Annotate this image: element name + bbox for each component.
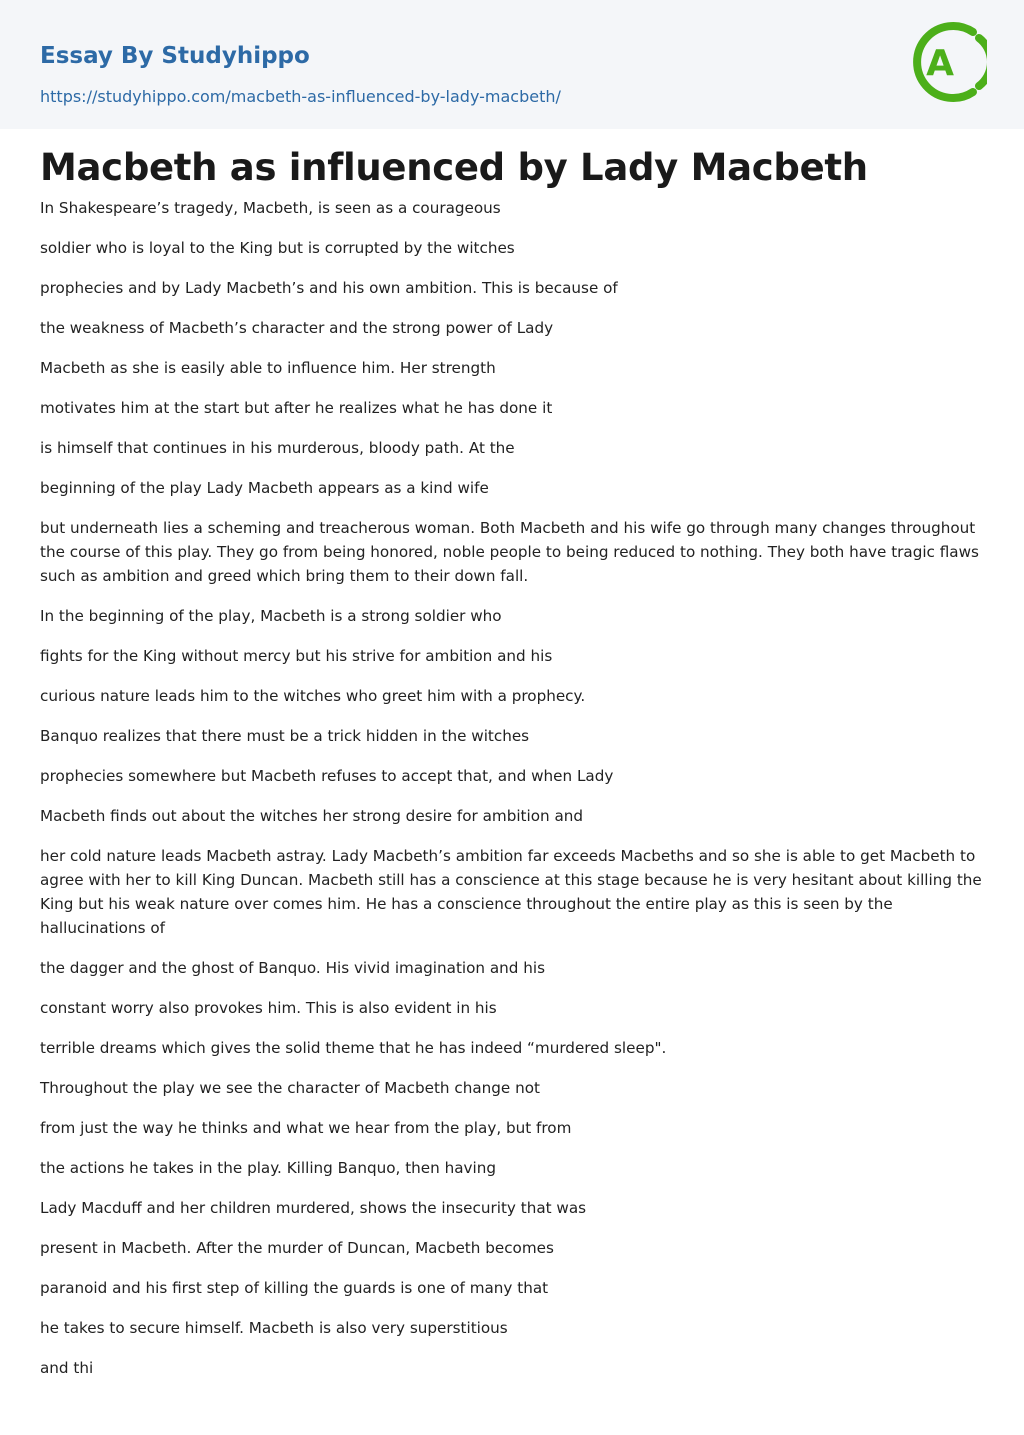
essay-paragraph: is himself that continues in his murderous, bloody path. At the [40,439,515,457]
essay-paragraph: Banquo realizes that there must be a trick hidden in the witches [40,727,530,745]
essay-paragraph: paranoid and his first step of killing the guards is one of many that [40,1279,549,1297]
essay-paragraph: the dagger and the ghost of Banquo. His vivid imagination and his [40,959,546,977]
brand-title[interactable]: Essay By Studyhippo [40,43,310,69]
essay-paragraph: Macbeth as she is easily able to influence him. Her strength [40,359,496,377]
essay-paragraph: In the beginning of the play, Macbeth is a strong soldier who [40,607,502,625]
essay-paragraph: Throughout the play we see the character of Macbeth change not [40,1079,540,1097]
essay-url-link[interactable]: https://studyhippo.com/macbeth-as-influenced-by-lady-macbeth/ [40,87,561,106]
essay-paragraph: motivates him at the start but after he realizes what he has done it [40,399,553,417]
essay-paragraph: constant worry also provokes him. This is also evident in his [40,999,497,1017]
essay-paragraph: In Shakespeare’s tragedy, Macbeth, is seen as a courageous [40,199,501,217]
essay-paragraph: prophecies and by Lady Macbeth’s and his own ambition. This is because of [40,279,618,297]
essay-paragraph: but underneath lies a scheming and treacherous woman. Both Macbeth and his wife go through many changes throughout the course of this play. They go from being honored, noble people to being reduced to nothing. They both have tragic flaws such as ambition and greed which bring them to their down fall. [40,519,979,585]
essay-title: Macbeth as influenced by Lady Macbeth [40,146,868,189]
essay-body [40,196,984,1380]
essay-paragraph: prophecies somewhere but Macbeth refuses to accept that, and when Lady [40,767,614,785]
essay-paragraph: the weakness of Macbeth’s character and the strong power of Lady [40,319,554,337]
essay-paragraph: Macbeth finds out about the witches her strong desire for ambition and [40,807,584,825]
site-header [0,0,1024,129]
essay-paragraph: curious nature leads him to the witches who greet him with a prophecy. [40,687,586,705]
essay-paragraph: her cold nature leads Macbeth astray. Lady Macbeth’s ambition far exceeds Macbeths and so she is able to get Macbeth to agree with her to kill King Duncan. Macbeth still has a conscience at this stage because he is very hesitant about killing the King but his weak nature over comes him. He has a conscience throughout the entire play as this is seen by the hallucinations of [40,847,982,937]
essay-paragraph: soldier who is loyal to the King but is corrupted by the witches [40,239,515,257]
essay-paragraph: present in Macbeth. After the murder of Duncan, Macbeth becomes [40,1239,554,1257]
essay-paragraph: fights for the King without mercy but his strive for ambition and his [40,647,553,665]
logo-letter: A [926,43,954,84]
essay-paragraph: terrible dreams which gives the solid theme that he has indeed “murdered sleep". [40,1039,667,1057]
essay-paragraph: beginning of the play Lady Macbeth appears as a kind wife [40,479,489,497]
essay-paragraph: the actions he takes in the play. Killing Banquo, then having [40,1159,496,1177]
essay-paragraph: he takes to secure himself. Macbeth is also very superstitious [40,1319,508,1337]
studyhippo-logo-icon[interactable] [911,18,987,106]
essay-paragraph: Lady Macduff and her children murdered, shows the insecurity that was [40,1199,587,1217]
essay-paragraph: and thi [40,1359,94,1377]
essay-paragraph: from just the way he thinks and what we hear from the play, but from [40,1119,572,1137]
